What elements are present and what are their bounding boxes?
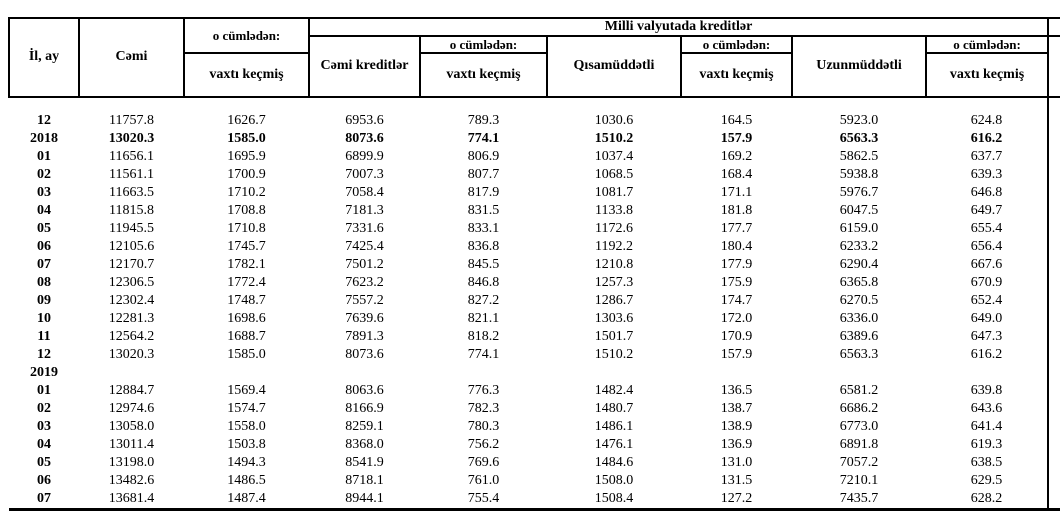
value-cell: 1585.0 bbox=[227, 131, 266, 146]
value-cell: 821.1 bbox=[467, 311, 500, 326]
row-label: 09 bbox=[37, 293, 51, 308]
value-cell: 12302.4 bbox=[108, 293, 155, 308]
value-cell: 827.2 bbox=[467, 293, 500, 308]
value-cell: 1487.4 bbox=[184, 490, 309, 510]
cropped-next-column-cell bbox=[1048, 238, 1060, 256]
value-cell: 1476.1 bbox=[594, 437, 634, 452]
value-cell: 5976.7 bbox=[839, 185, 879, 200]
value-cell: 7435.7 bbox=[792, 490, 926, 510]
value-cell: 11656.1 bbox=[109, 149, 154, 164]
value-cell: 1710.2 bbox=[227, 185, 266, 200]
value-cell: 11815.8 bbox=[109, 203, 154, 218]
spacer-row bbox=[9, 97, 1060, 112]
value-cell: 7331.6 bbox=[345, 221, 384, 236]
cropped-next-column-cell bbox=[1048, 364, 1060, 382]
value-cell: 846.8 bbox=[467, 275, 500, 290]
value-cell: 131.5 bbox=[720, 473, 753, 488]
value-cell: 774.1 bbox=[467, 131, 500, 146]
cropped-next-column-cell bbox=[1048, 184, 1060, 202]
cropped-next-column-cell bbox=[1048, 166, 1060, 184]
value-cell: 649.7 bbox=[970, 203, 1003, 218]
value-cell: 1494.3 bbox=[227, 455, 266, 470]
value-cell: 667.6 bbox=[970, 257, 1003, 272]
value-cell: 1708.8 bbox=[227, 203, 266, 218]
header-including-short-term: o cümlədən: bbox=[681, 36, 792, 53]
value-cell: 1081.7 bbox=[594, 185, 634, 200]
header-overdue-long-term: vaxtı keçmiş bbox=[926, 53, 1048, 97]
value-cell: 6891.8 bbox=[839, 437, 879, 452]
row-label: 10 bbox=[37, 311, 51, 326]
row-label: 2018 bbox=[30, 131, 58, 146]
value-cell: 8368.0 bbox=[345, 437, 384, 452]
value-cell: 656.4 bbox=[970, 239, 1003, 254]
value-cell: 780.3 bbox=[467, 419, 500, 434]
row-label: 04 bbox=[37, 437, 51, 452]
value-cell: 6290.4 bbox=[839, 257, 879, 272]
table-header bbox=[9, 18, 1060, 97]
value-cell: 1133.8 bbox=[595, 203, 633, 218]
cropped-next-column-cell bbox=[1048, 148, 1060, 166]
value-cell: 6899.9 bbox=[345, 149, 384, 164]
value-cell: 1745.7 bbox=[227, 239, 266, 254]
value-cell: 1585.0 bbox=[227, 347, 266, 362]
value-cell: 138.7 bbox=[720, 401, 753, 416]
header-including-total-loans: o cümlədən: bbox=[420, 36, 547, 53]
value-cell: 1068.5 bbox=[594, 167, 634, 182]
value-cell: 807.7 bbox=[467, 167, 500, 182]
header-overdue-total: vaxtı keçmiş bbox=[184, 53, 309, 97]
header-year-month: İl, ay bbox=[9, 18, 79, 97]
value-cell: 774.1 bbox=[467, 347, 500, 362]
value-cell: 629.5 bbox=[970, 473, 1003, 488]
cropped-next-column-cell bbox=[1048, 436, 1060, 454]
value-cell: 6563.3 bbox=[839, 347, 879, 362]
row-label: 05 bbox=[37, 455, 51, 470]
value-cell: 624.8 bbox=[970, 113, 1003, 128]
value-cell: 136.5 bbox=[720, 383, 753, 398]
value-cell: 1700.9 bbox=[227, 167, 266, 182]
table-row bbox=[9, 148, 1060, 166]
value-cell: 1482.4 bbox=[594, 383, 634, 398]
value-cell: 1486.5 bbox=[227, 473, 266, 488]
header-short-term: Qısamüddətli bbox=[547, 36, 681, 97]
row-label: 12 bbox=[37, 347, 51, 362]
value-cell: 641.4 bbox=[970, 419, 1003, 434]
value-cell: 6159.0 bbox=[839, 221, 879, 236]
cropped-next-column-cell bbox=[1048, 130, 1060, 148]
value-cell: 1486.1 bbox=[594, 419, 634, 434]
value-cell: 13198.0 bbox=[108, 455, 155, 470]
row-label: 2019 bbox=[30, 365, 58, 380]
value-cell: 776.3 bbox=[467, 383, 500, 398]
header-long-term: Uzunmüddətli bbox=[792, 36, 926, 97]
value-cell: 13020.3 bbox=[108, 347, 155, 362]
table-row bbox=[9, 328, 1060, 346]
value-cell: 6336.0 bbox=[839, 311, 879, 326]
value-cell: 7058.4 bbox=[345, 185, 384, 200]
value-cell: 6581.2 bbox=[839, 383, 879, 398]
table-row bbox=[9, 454, 1060, 472]
cropped-next-column-cell bbox=[1048, 454, 1060, 472]
row-label: 02 bbox=[37, 401, 51, 416]
value-cell: 12564.2 bbox=[108, 329, 155, 344]
row-label: 11 bbox=[37, 329, 51, 344]
value-cell: 6270.5 bbox=[839, 293, 879, 308]
header-total-loans: Cəmi kreditlər bbox=[309, 36, 420, 97]
value-cell: 5938.8 bbox=[839, 167, 879, 182]
value-cell: 655.4 bbox=[970, 221, 1003, 236]
value-cell: 157.9 bbox=[720, 347, 753, 362]
credit-statistics-table bbox=[8, 17, 1060, 511]
value-cell: 6365.8 bbox=[839, 275, 879, 290]
cropped-next-column-cell bbox=[1048, 274, 1060, 292]
value-cell: 616.2 bbox=[970, 131, 1003, 146]
table-row bbox=[9, 490, 1060, 510]
value-cell: 11663.5 bbox=[109, 185, 154, 200]
value-cell: 1698.6 bbox=[227, 311, 266, 326]
value-cell: 1303.6 bbox=[594, 311, 634, 326]
value-cell: 761.0 bbox=[467, 473, 500, 488]
value-cell: 177.9 bbox=[720, 257, 753, 272]
value-cell: 755.4 bbox=[420, 490, 547, 510]
value-cell: 1501.7 bbox=[594, 329, 634, 344]
header-including-long-term: o cümlədən: bbox=[926, 36, 1048, 53]
value-cell: 1257.3 bbox=[594, 275, 634, 290]
value-cell: 789.3 bbox=[467, 113, 500, 128]
value-cell: 11945.5 bbox=[109, 221, 154, 236]
value-cell: 12281.3 bbox=[108, 311, 155, 326]
table-row bbox=[9, 184, 1060, 202]
value-cell: 127.2 bbox=[681, 490, 792, 510]
value-cell bbox=[420, 364, 547, 382]
row-label: 03 bbox=[37, 419, 51, 434]
value-cell: 769.6 bbox=[467, 455, 500, 470]
row-label: 01 bbox=[37, 149, 51, 164]
row-label: 07 bbox=[37, 257, 51, 272]
value-cell: 7501.2 bbox=[345, 257, 384, 272]
value-cell: 1688.7 bbox=[227, 329, 266, 344]
value-cell: 1782.1 bbox=[227, 257, 266, 272]
value-cell: 7057.2 bbox=[839, 455, 879, 470]
value-cell: 168.4 bbox=[720, 167, 753, 182]
value-cell: 616.2 bbox=[970, 347, 1003, 362]
cropped-next-column-cell bbox=[1048, 490, 1060, 510]
value-cell: 12974.6 bbox=[108, 401, 155, 416]
value-cell: 7623.2 bbox=[345, 275, 384, 290]
table-row bbox=[9, 112, 1060, 130]
value-cell: 8166.9 bbox=[345, 401, 384, 416]
value-cell: 1484.6 bbox=[594, 455, 634, 470]
value-cell: 169.2 bbox=[720, 149, 753, 164]
value-cell: 1172.6 bbox=[595, 221, 633, 236]
value-cell: 7181.3 bbox=[345, 203, 384, 218]
value-cell: 6773.0 bbox=[839, 419, 879, 434]
value-cell: 6686.2 bbox=[839, 401, 879, 416]
table-row bbox=[9, 346, 1060, 364]
value-cell: 7639.6 bbox=[345, 311, 384, 326]
value-cell: 11757.8 bbox=[109, 113, 154, 128]
value-cell bbox=[792, 364, 926, 382]
value-cell: 1037.4 bbox=[594, 149, 634, 164]
value-cell: 8718.1 bbox=[345, 473, 384, 488]
table-row bbox=[9, 130, 1060, 148]
value-cell: 13011.4 bbox=[109, 437, 154, 452]
cropped-next-column-cell bbox=[1048, 346, 1060, 364]
value-cell: 138.9 bbox=[720, 419, 753, 434]
table-row bbox=[9, 274, 1060, 292]
cropped-next-column-cell bbox=[1048, 418, 1060, 436]
value-cell: 7425.4 bbox=[345, 239, 384, 254]
value-cell: 181.8 bbox=[720, 203, 753, 218]
value-cell: 5923.0 bbox=[839, 113, 879, 128]
table-row bbox=[9, 436, 1060, 454]
row-label: 05 bbox=[37, 221, 51, 236]
row-label: 08 bbox=[37, 275, 51, 290]
value-cell: 171.1 bbox=[720, 185, 753, 200]
cropped-next-column-header bbox=[1048, 36, 1060, 97]
cropped-next-column-cell bbox=[1048, 97, 1060, 112]
value-cell: 136.9 bbox=[720, 437, 753, 452]
header-total: Cəmi bbox=[79, 18, 184, 97]
value-cell: 12105.6 bbox=[108, 239, 155, 254]
value-cell: 13020.3 bbox=[108, 131, 155, 146]
value-cell: 8063.6 bbox=[345, 383, 384, 398]
cropped-next-column-cell bbox=[1048, 310, 1060, 328]
value-cell: 1710.8 bbox=[227, 221, 266, 236]
value-cell: 164.5 bbox=[720, 113, 753, 128]
value-cell: 1510.2 bbox=[594, 347, 634, 362]
value-cell: 1558.0 bbox=[227, 419, 266, 434]
value-cell bbox=[547, 364, 681, 382]
value-cell: 639.8 bbox=[970, 383, 1003, 398]
value-cell: 1626.7 bbox=[227, 113, 266, 128]
cropped-next-column-cell bbox=[1048, 472, 1060, 490]
header-overdue-short-term: vaxtı keçmiş bbox=[681, 53, 792, 97]
value-cell: 1192.2 bbox=[595, 239, 633, 254]
value-cell: 177.7 bbox=[720, 221, 753, 236]
value-cell bbox=[926, 364, 1048, 382]
value-cell: 7007.3 bbox=[345, 167, 384, 182]
table-row bbox=[9, 400, 1060, 418]
value-cell: 12170.7 bbox=[108, 257, 155, 272]
value-cell: 8259.1 bbox=[345, 419, 384, 434]
value-cell: 13058.0 bbox=[108, 419, 155, 434]
table-row bbox=[9, 472, 1060, 490]
value-cell: 831.5 bbox=[467, 203, 500, 218]
value-cell: 6047.5 bbox=[839, 203, 879, 218]
value-cell: 174.7 bbox=[720, 293, 753, 308]
value-cell: 11561.1 bbox=[109, 167, 154, 182]
value-cell: 817.9 bbox=[467, 185, 500, 200]
value-cell: 1508.4 bbox=[547, 490, 681, 510]
value-cell: 1695.9 bbox=[227, 149, 266, 164]
value-cell: 6389.6 bbox=[839, 329, 879, 344]
cropped-next-column-cell bbox=[1048, 220, 1060, 238]
value-cell: 7210.1 bbox=[839, 473, 879, 488]
cropped-next-column-cell bbox=[1048, 292, 1060, 310]
value-cell: 175.9 bbox=[720, 275, 753, 290]
value-cell bbox=[184, 364, 309, 382]
value-cell: 8073.6 bbox=[345, 347, 384, 362]
value-cell: 172.0 bbox=[720, 311, 753, 326]
table-row bbox=[9, 418, 1060, 436]
value-cell: 647.3 bbox=[970, 329, 1003, 344]
row-label: 01 bbox=[37, 383, 51, 398]
value-cell: 7891.3 bbox=[345, 329, 384, 344]
value-cell: 646.8 bbox=[970, 185, 1003, 200]
spacer-cell bbox=[9, 97, 1048, 112]
value-cell: 619.3 bbox=[970, 437, 1003, 452]
value-cell bbox=[309, 364, 420, 382]
row-label: 12 bbox=[37, 113, 51, 128]
cropped-next-column-cell bbox=[1048, 328, 1060, 346]
value-cell: 1748.7 bbox=[227, 293, 266, 308]
value-cell: 5862.5 bbox=[839, 149, 879, 164]
cropped-next-group-header bbox=[1048, 18, 1060, 36]
row-label: 07 bbox=[9, 490, 79, 510]
table-row bbox=[9, 364, 1060, 382]
header-including-total: o cümlədən: bbox=[184, 18, 309, 53]
table-row bbox=[9, 220, 1060, 238]
cropped-next-column-cell bbox=[1048, 400, 1060, 418]
value-cell: 13681.4 bbox=[79, 490, 184, 510]
value-cell: 639.3 bbox=[970, 167, 1003, 182]
value-cell: 1508.0 bbox=[594, 473, 634, 488]
value-cell: 818.2 bbox=[467, 329, 500, 344]
table-row bbox=[9, 256, 1060, 274]
value-cell: 649.0 bbox=[970, 311, 1003, 326]
value-cell: 643.6 bbox=[970, 401, 1003, 416]
value-cell bbox=[79, 364, 184, 382]
value-cell: 638.5 bbox=[970, 455, 1003, 470]
value-cell: 7557.2 bbox=[345, 293, 384, 308]
value-cell: 652.4 bbox=[970, 293, 1003, 308]
table-row bbox=[9, 202, 1060, 220]
value-cell: 670.9 bbox=[970, 275, 1003, 290]
row-label: 03 bbox=[37, 185, 51, 200]
table-body bbox=[9, 97, 1060, 510]
value-cell: 6563.3 bbox=[839, 131, 879, 146]
value-cell: 637.7 bbox=[970, 149, 1003, 164]
header-group-national-currency: Milli valyutada kreditlər bbox=[309, 18, 1048, 36]
value-cell: 6233.2 bbox=[839, 239, 879, 254]
value-cell: 8944.1 bbox=[309, 490, 420, 510]
value-cell: 6953.6 bbox=[345, 113, 384, 128]
value-cell: 131.0 bbox=[720, 455, 753, 470]
value-cell: 8541.9 bbox=[345, 455, 384, 470]
value-cell: 1286.7 bbox=[594, 293, 634, 308]
value-cell: 628.2 bbox=[926, 490, 1048, 510]
value-cell: 170.9 bbox=[720, 329, 753, 344]
value-cell: 1569.4 bbox=[227, 383, 266, 398]
value-cell: 12884.7 bbox=[108, 383, 155, 398]
value-cell: 1210.8 bbox=[594, 257, 634, 272]
value-cell: 756.2 bbox=[467, 437, 500, 452]
value-cell: 845.5 bbox=[467, 257, 500, 272]
table-row bbox=[9, 310, 1060, 328]
value-cell: 8073.6 bbox=[345, 131, 384, 146]
value-cell: 1574.7 bbox=[227, 401, 266, 416]
value-cell: 1772.4 bbox=[227, 275, 266, 290]
cropped-next-column-cell bbox=[1048, 382, 1060, 400]
row-label: 06 bbox=[37, 239, 51, 254]
value-cell: 836.8 bbox=[467, 239, 500, 254]
row-label: 06 bbox=[37, 473, 51, 488]
value-cell: 13482.6 bbox=[108, 473, 155, 488]
value-cell: 1503.8 bbox=[227, 437, 266, 452]
table-row bbox=[9, 238, 1060, 256]
cropped-next-column-cell bbox=[1048, 256, 1060, 274]
table-row bbox=[9, 382, 1060, 400]
table-row bbox=[9, 166, 1060, 184]
value-cell: 1510.2 bbox=[594, 131, 634, 146]
value-cell: 12306.5 bbox=[108, 275, 155, 290]
value-cell: 1480.7 bbox=[594, 401, 634, 416]
value-cell: 782.3 bbox=[467, 401, 500, 416]
cropped-next-column-cell bbox=[1048, 202, 1060, 220]
value-cell: 180.4 bbox=[720, 239, 753, 254]
value-cell: 833.1 bbox=[467, 221, 500, 236]
row-label: 04 bbox=[37, 203, 51, 218]
row-label: 02 bbox=[37, 167, 51, 182]
cropped-next-column-cell bbox=[1048, 112, 1060, 130]
table-row bbox=[9, 292, 1060, 310]
value-cell: 1030.6 bbox=[594, 113, 634, 128]
value-cell: 806.9 bbox=[467, 149, 500, 164]
header-overdue-total-loans: vaxtı keçmiş bbox=[420, 53, 547, 97]
value-cell: 157.9 bbox=[720, 131, 753, 146]
value-cell bbox=[681, 364, 792, 382]
